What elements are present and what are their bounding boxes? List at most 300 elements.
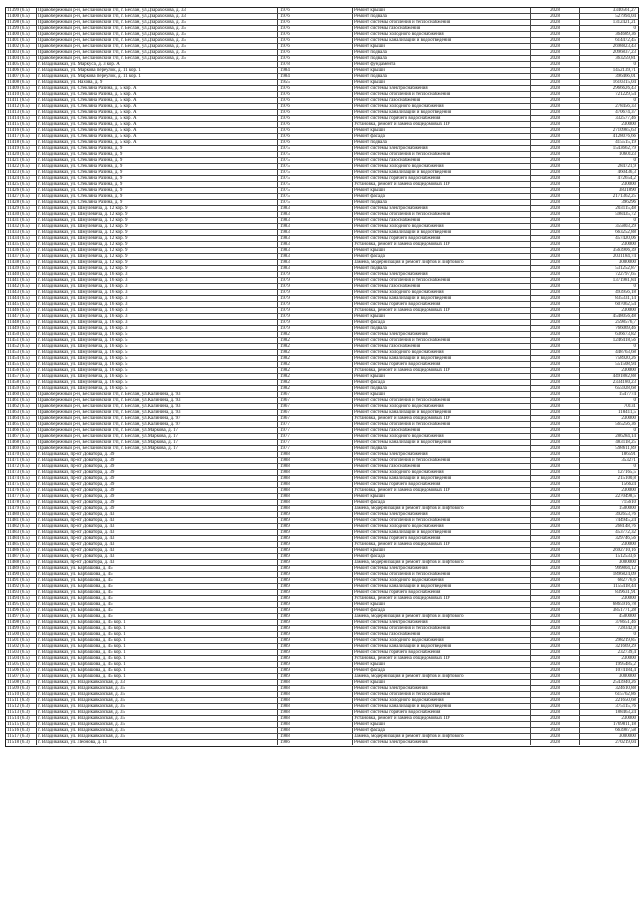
cost-cell: 1896824,09 [612,572,636,577]
planned-year-cell: 2028 [531,44,580,49]
build-year-cell: 1989 [278,632,353,637]
address-cell: г. Владикавказ, ул. Владикавказская, д. 35 [37,716,278,721]
work-type-cell: Ремонт системы электроснабжения [353,146,531,151]
build-year-cell: 1977 [278,440,353,445]
cost-cell: 203115,48 [615,206,636,211]
address-cell: г. Владикавказ, ул. Шмулевича, д. 12 кор. 9 [37,212,278,217]
build-year-cell: 1976 [278,26,353,31]
work-type-cell: Ремонт системы канализации и водоотведения [353,38,531,43]
build-year-cell: 1988 [278,704,353,709]
work-type-cell: Ремонт системы холодного водоснабжения [353,698,531,703]
address-cell: г. Владикавказ, ул. Владикавказская, д. 35 [37,728,278,733]
address-cell: г. Владикавказ, ул. Владикавказская, д. 35 [37,722,278,727]
planned-year-cell: 2028 [531,422,580,427]
build-year-cell: 1989 [278,650,353,655]
planned-year-cell: 2028 [531,128,580,133]
cost-cell: 230000 [621,182,636,187]
planned-year-cell: 2028 [531,416,580,421]
build-year-cell: 1979 [278,290,353,295]
address-cell: г. Владикавказ, пр-кт Доватора, д. 43 [37,530,278,535]
planned-year-cell: 2028 [531,572,580,577]
build-year-cell: 1967 [278,410,353,415]
build-year-cell: 1989 [278,590,353,595]
address-cell: Правобережный р-н, Беслановский г/п, г. Беслан, ул.Калинина, д. 93 [37,404,278,409]
planned-year-cell: 2028 [531,56,580,61]
address-cell: г. Владикавказ, ул. Барбашова, д. 45 кор. 1 [37,668,278,673]
cost-cell: 230000 [621,488,636,493]
address-cell: г. Владикавказ, ул. Шмулевича, д. 16 кор. 5 [37,356,278,361]
record-number-cell: 11428 (6.5) [6,200,37,205]
address-cell: г. Владикавказ, ул. Шмулевича, д. 12 кор. 9 [37,242,278,247]
planned-year-cell: 2028 [531,206,580,211]
record-number-cell: 11460 (6.5) [6,392,37,397]
cost-cell: 2710985,63 [612,128,636,133]
work-type-cell: Ремонт фасада [353,608,531,613]
work-type-cell: Ремонт подвала [353,56,531,61]
record-number-cell: 11451 (6.5) [6,338,37,343]
work-type-cell: Ремонт подвала [353,386,531,391]
work-type-cell: Ремонт крыши [353,722,531,727]
record-number-cell: 11421 (6.5) [6,158,37,163]
cost-cell: 598611,89 [615,446,636,451]
build-year-cell: 1975 [278,158,353,163]
record-number-cell: 11508 (6.3) [6,680,37,685]
address-cell: Правобережный р-н, Беслановский г/п, г. Беслан, ул.Дзарахохова, д. 35 [37,20,278,25]
planned-year-cell: 2028 [531,680,580,685]
build-year-cell: 1989 [278,524,353,529]
build-year-cell: 1983 [278,212,353,217]
build-year-cell: 1976 [278,110,353,115]
address-cell: г. Владикавказ, ул. Шмулевича, д. 12 кор. 9 [37,230,278,235]
planned-year-cell: 2028 [531,554,580,559]
planned-year-cell: 2028 [531,434,580,439]
work-type-cell: Ремонт крыши [353,188,531,193]
planned-year-cell: 2028 [531,344,580,349]
work-type-cell: Ремонт системы отопления и теплоснабжения [353,626,531,631]
record-number-cell: 11447 (6.5) [6,314,37,319]
build-year-cell: 1967 [278,398,353,403]
planned-year-cell: 2028 [531,638,580,643]
cost-cell: 3563906,39 [612,248,636,253]
address-cell: г. Владикавказ, ул. Шмулевича, д. 16 кор. 3 [37,284,278,289]
address-cell: г. Владикавказ, ул. Барбашова, д. 45 кор. 1 [37,674,278,679]
address-cell: г. Владикавказ, ул. Шмулевича, д. 16 кор. 3 [37,326,278,331]
record-number-cell: 11434 (6.5) [6,236,37,241]
address-cell: Правобережный р-н, Беслановский г/п, г. Беслан, ул.Калинина, д. 93 [37,392,278,397]
cost-cell: 483118,25 [615,440,636,445]
planned-year-cell: 2028 [531,542,580,547]
record-number-cell: 11504 (6.5) [6,656,37,661]
cost-cell: 3000000 [618,734,636,739]
planned-year-cell: 2028 [531,260,580,265]
record-number-cell: 11427 (6.5) [6,194,37,199]
address-cell: г. Владикавказ, ул. Шмулевича, д. 16 кор. 5 [37,380,278,385]
build-year-cell: 1975 [278,182,353,187]
address-cell: г. Владикавказ, ул. Стекляна Разина, д. 5 кор. А [37,134,278,139]
cost-cell: 2334180,23 [612,380,636,385]
planned-year-cell: 2028 [531,332,580,337]
address-cell: Правобережный р-н, Беслановский г/п, г. Беслан, ул.Дзарахохова, д. 33 [37,8,278,13]
work-type-cell: Ремонт крыши [353,680,531,685]
planned-year-cell: 2028 [531,74,580,79]
build-year-cell: 1983 [278,254,353,259]
record-number-cell: 11491 (6.5) [6,578,37,583]
planned-year-cell: 2028 [531,560,580,565]
build-year-cell: 1976 [278,8,353,13]
build-year-cell: 1988 [278,716,353,721]
record-number-cell: 11433 (6.5) [6,230,37,235]
address-cell: г. Владикавказ, ул. Барбашова, д. 45 [37,572,278,577]
planned-year-cell: 2028 [531,458,580,463]
record-number-cell: 11403 (6.5) [6,50,37,55]
build-year-cell: 1955 [278,80,353,85]
planned-year-cell: 2028 [531,86,580,91]
work-type-cell: Ремонт системы холодного водоснабжения [353,434,531,439]
work-type-cell: Ремонт системы холодного водоснабжения [353,350,531,355]
planned-year-cell: 2028 [531,410,580,415]
cost-cell: 1547774 [618,392,636,397]
work-type-cell: Ремонт системы отопления и теплоснабжения [353,152,531,157]
address-cell: г. Владикавказ, ул. Стекляна Разина, д. 9 [37,194,278,199]
planned-year-cell: 2028 [531,692,580,697]
build-year-cell: 1976 [278,86,353,91]
work-type-cell: Ремонт системы канализации и водоотведения [353,644,531,649]
work-type-cell: Ремонт системы горячего водоснабжения [353,650,531,655]
address-cell: г. Владикавказ, ул. Стекляна Разина, д. 5 кор. А [37,140,278,145]
record-number-cell: 11457 (6.5) [6,374,37,379]
record-number-cell: 11426 (6.5) [6,188,37,193]
planned-year-cell: 2028 [531,596,580,601]
build-year-cell: 1982 [278,386,353,391]
planned-year-cell: 2028 [531,116,580,121]
planned-year-cell: 2028 [531,404,580,409]
work-type-cell: Ремонт крыши [353,392,531,397]
planned-year-cell: 2028 [531,110,580,115]
record-number-cell: 11423 (6.5) [6,170,37,175]
planned-year-cell: 2028 [531,710,580,715]
planned-year-cell: 2028 [531,50,580,55]
address-cell: г. Владикавказ, пр-кт Доватора, д. 43 [37,524,278,529]
cost-cell: 324610,88 [615,686,636,691]
address-cell: г. Владикавказ, ул. Шмулевича, д. 16 кор. 5 [37,374,278,379]
work-type-cell: Ремонт системы горячего водоснабжения [353,176,531,181]
build-year-cell: 1976 [278,98,353,103]
work-type-cell: Ремонт системы холодного водоснабжения [353,164,531,169]
cost-cell: 835331,14 [615,296,636,301]
cost-cell: 230000 [621,242,636,247]
record-number-cell: 11402 (6.5) [6,44,37,49]
cost-cell: 614472,45 [615,38,636,43]
cost-cell: 663252,88 [615,230,636,235]
cost-cell: 332577,46 [615,116,636,121]
build-year-cell: 1989 [278,554,353,559]
planned-year-cell: 2028 [531,314,580,319]
cost-cell: 0 [633,428,636,433]
record-number-cell: 11413 (6.5) [6,110,37,115]
build-year-cell: 1984 [278,74,353,79]
record-number-cell: 11476 (6.5) [6,488,37,493]
build-year-cell: 1988 [278,728,353,733]
address-cell: г. Владикавказ, ул. Маркуса, д. 3 кор. А [37,62,278,67]
work-type-cell: Ремонт системы канализации и водоотведения [353,476,531,481]
work-type-cell: Ремонт системы газоснабжения [353,464,531,469]
work-type-cell: Ремонт системы отопления и теплоснабжения [353,692,531,697]
cost-cell: 728342,8 [617,626,636,631]
cost-cell: 1769811,18 [612,722,636,727]
planned-year-cell: 2028 [531,272,580,277]
work-type-cell: Ремонт крыши [353,314,531,319]
work-type-cell: Ремонт системы канализации и водоотведения [353,440,531,445]
cost-cell: 321669,29 [615,644,636,649]
record-number-cell: 11412 (6.5) [6,104,37,109]
planned-year-cell: 2028 [531,500,580,505]
work-type-cell: Ремонт системы отопления и теплоснабжения [353,458,531,463]
cost-cell: 1543662,79 [612,146,636,151]
address-cell: Правобережный р-н, Беслановский г/п, г. Беслан, ул.Дзарахохова, д. 35 [37,56,278,61]
planned-year-cell: 2028 [531,122,580,127]
record-number-cell: 11452 (6.5) [6,344,37,349]
work-type-cell: Ремонт системы горячего водоснабжения [353,236,531,241]
address-cell: г. Владикавказ, ул. Шмулевича, д. 12 кор. 9 [37,218,278,223]
cost-cell: 1155418,44 [612,584,636,589]
record-number-cell: 11442 (6.5) [6,284,37,289]
address-cell: г. Владикавказ, ул. Шмулевича, д. 16 кор. 5 [37,338,278,343]
address-cell: г. Владикавказ, пр-кт Доватора, д. 43 [37,542,278,547]
cost-cell: 655928,68 [615,386,636,391]
planned-year-cell: 2028 [531,224,580,229]
planned-year-cell: 2028 [531,194,580,199]
address-cell: г. Владикавказ, ул. Стекляна Разина, д. 9 [37,182,278,187]
work-type-cell: Ремонт фундамента [353,62,531,67]
build-year-cell: 1988 [278,458,353,463]
address-cell: г. Владикавказ, ул. Шмулевича, д. 12 кор. 9 [37,224,278,229]
build-year-cell: 1988 [278,470,353,475]
address-cell: г. Владикавказ, ул. Шмулевича, д. 16 кор. 3 [37,290,278,295]
planned-year-cell: 2028 [531,140,580,145]
build-year-cell: 1979 [278,326,353,331]
record-number-cell: 11429 (6.5) [6,206,37,211]
planned-year-cell: 2028 [531,686,580,691]
cost-cell: 457420,06 [615,236,636,241]
address-cell: г. Владикавказ, ул. Шмулевича, д. 16 кор. 5 [37,344,278,349]
record-number-cell: 11449 (6.5) [6,326,37,331]
address-cell: г. Владикавказ, ул. Шмулевича, д. 12 кор. 9 [37,254,278,259]
record-number-cell: 11414 (6.5) [6,116,37,121]
work-type-cell: Ремонт системы холодного водоснабжения [353,32,531,37]
planned-year-cell: 2028 [531,512,580,517]
address-cell: г. Владикавказ, ул. Барбашова, д. 45 [37,602,278,607]
address-cell: г. Владикавказ, ул. Барбашова, д. 45 кор. 1 [37,638,278,643]
build-year-cell: 1989 [278,674,353,679]
cost-cell: 721229,54 [615,92,636,97]
build-year-cell: 1983 [278,230,353,235]
address-cell: г. Владикавказ, ул. Шмулевича, д. 16 кор. 3 [37,308,278,313]
record-number-cell: 11489 (6.5) [6,566,37,571]
record-number-cell: 11420 (6.5) [6,152,37,157]
work-type-cell: Ремонт крыши [353,494,531,499]
build-year-cell: 1977 [278,428,353,433]
record-number-cell: 11438 (6.5) [6,260,37,265]
planned-year-cell: 2028 [531,566,580,571]
planned-year-cell: 2028 [531,590,580,595]
record-number-cell: 11446 (6.5) [6,308,37,313]
cost-cell: 0 [633,398,636,403]
work-type-cell: Ремонт фасада [353,134,531,139]
address-cell: г. Владикавказ, ул. Шмулевича, д. 16 кор. 3 [37,302,278,307]
build-year-cell: 1988 [278,710,353,715]
build-year-cell: 1978 [278,62,353,67]
cost-cell: 1452139,71 [612,68,636,73]
address-cell: Правобережный р-н, Беслановский г/п, г. Беслан, ул.Маркова, д. 17 [37,440,278,445]
build-year-cell: 1989 [278,626,353,631]
cost-cell: 527994,04 [615,14,636,19]
address-cell: г. Владикавказ, ул. Владикавказская, д. 35 [37,710,278,715]
record-number-cell: 11445 (6.5) [6,302,37,307]
record-number-cell: 11399 (6.5) [6,8,37,13]
work-type-cell: Ремонт системы отопления и теплоснабжения [353,212,531,217]
work-type-cell: Установка, ремонт и замена общедомовых ПУ [353,122,531,127]
work-type-cell: Ремонт системы газоснабжения [353,632,531,637]
planned-year-cell: 2028 [531,470,580,475]
build-year-cell: 1982 [278,362,353,367]
record-number-cell: 11458 (6.5) [6,380,37,385]
work-type-cell: Ремонт системы канализации и водоотведения [353,110,531,115]
cost-cell: 186591 [621,452,636,457]
cost-cell: 3000000 [618,260,636,265]
work-type-cell: Ремонт системы горячего водоснабжения [353,482,531,487]
address-cell: г. Владикавказ, ул. Стекляна Разина, д. 9 [37,170,278,175]
work-type-cell: Ремонт системы горячего водоснабжения [353,590,531,595]
record-number-cell: 11475 (6.5) [6,482,37,487]
build-year-cell: 1979 [278,296,353,301]
record-number-cell: 11455 (6.5) [6,362,37,367]
planned-year-cell: 2028 [531,80,580,85]
address-cell: Правобережный р-н, Беслановский г/п, г. Беслан, ул.Дзарахохова, д. 35 [37,50,278,55]
planned-year-cell: 2028 [531,398,580,403]
build-year-cell: 1976 [278,38,353,43]
build-year-cell: 1975 [278,188,353,193]
address-cell: г. Владикавказ, пр-кт Доватора, д. 43 [37,560,278,565]
planned-year-cell: 2028 [531,32,580,37]
build-year-cell: 1988 [278,686,353,691]
planned-year-cell: 2028 [531,308,580,313]
planned-year-cell: 2028 [531,176,580,181]
work-type-cell: Ремонт фасада [353,254,531,259]
work-type-cell: Ремонт крыши [353,602,531,607]
work-type-cell: Ремонт крыши [353,80,531,85]
build-year-cell: 1979 [278,278,353,283]
planned-year-cell: 2028 [531,476,580,481]
record-number-cell: 11517 (6.3) [6,734,37,739]
record-number-cell: 11506 (6.5) [6,668,37,673]
planned-year-cell: 2028 [531,386,580,391]
work-type-cell: Ремонт фасада [353,728,531,733]
planned-year-cell: 2028 [531,608,580,613]
record-number-cell: 11408 (6.5) [6,80,37,85]
cost-cell: 682776,6 [617,578,636,583]
address-cell: г. Владикавказ, ул. Стекляна Разина, д. 9 [37,146,278,151]
cost-cell: 230000 [621,122,636,127]
cost-cell: 221650,68 [615,698,636,703]
record-number-cell: 11464 (6.5) [6,416,37,421]
cost-cell: 2543940,26 [612,680,636,685]
cost-cell: 0 [633,62,636,67]
address-cell: г. Владикавказ, пр-кт Доватора, д. 39 [37,470,278,475]
record-number-cell: 11481 (6.5) [6,518,37,523]
record-number-cell: 11477 (6.5) [6,494,37,499]
build-year-cell: 1983 [278,224,353,229]
address-cell: г. Владикавказ, ул. Барбашова, д. 45 кор. 1 [37,656,278,661]
cost-cell: 375115,76 [615,704,636,709]
cost-cell: 298219,85 [615,638,636,643]
record-number-cell: 11486 (6.5) [6,548,37,553]
build-year-cell: 1977 [278,434,353,439]
cost-cell: 598435,72 [615,212,636,217]
planned-year-cell: 2028 [531,134,580,139]
planned-year-cell: 2028 [531,446,580,451]
cost-cell: 744945,24 [615,518,636,523]
address-cell: г. Владикавказ, пр-кт Доватора, д. 39 [37,506,278,511]
cost-cell: 230000 [621,308,636,313]
table-row [6,740,638,746]
build-year-cell: 1979 [278,314,353,319]
build-year-cell: 1979 [278,320,353,325]
cost-cell: 355803,29 [615,224,636,229]
work-type-cell: Ремонт системы газоснабжения [353,428,531,433]
build-year-cell: 1989 [278,548,353,553]
address-cell: г. Владикавказ, пр-кт Доватора, д. 39 [37,458,278,463]
build-year-cell: 1976 [278,32,353,37]
work-type-cell: Ремонт фасада [353,320,531,325]
address-cell: г. Владикавказ, ул. Барбашова, д. 45 кор. 1 [37,650,278,655]
planned-year-cell: 2028 [531,62,580,67]
record-number-cell: 11432 (6.5) [6,224,37,229]
address-cell: г. Владикавказ, пр-кт Доватора, д. 39 [37,476,278,481]
build-year-cell: 1989 [278,614,353,619]
build-year-cell: 1982 [278,374,353,379]
record-number-cell: 11463 (6.5) [6,410,37,415]
work-type-cell: Ремонт подвала [353,326,531,331]
cost-cell: 2096837,23 [612,50,636,55]
work-type-cell: Ремонт системы электроснабжения [353,512,531,517]
planned-year-cell: 2028 [531,524,580,529]
build-year-cell: 1989 [278,566,353,571]
address-cell: г. Владикавказ, ул. Стекляна Разина, д. 5 кор. А [37,92,278,97]
build-year-cell: 1982 [278,338,353,343]
planned-year-cell: 2028 [531,716,580,721]
cost-cell: 364689,36 [615,32,636,37]
cost-cell: 1246418,56 [612,338,636,343]
record-number-cell: 11401 (6.5) [6,38,37,43]
build-year-cell: 1982 [278,350,353,355]
record-number-cell: 11473 (6.5) [6,470,37,475]
build-year-cell: 1967 [278,404,353,409]
address-cell: г. Владикавказ, ул. Барбашова, д. 45 [37,614,278,619]
cost-cell: 460436,3 [617,170,636,175]
planned-year-cell: 2028 [531,392,580,397]
build-year-cell: 1976 [278,128,353,133]
work-type-cell: Ремонт системы канализации и водоотведения [353,530,531,535]
build-year-cell: 1976 [278,122,353,127]
cost-cell: 1512533,6 [615,554,636,559]
planned-year-cell: 2028 [531,278,580,283]
work-type-cell: Установка, ремонт и замена общедомовых ПУ [353,542,531,547]
work-type-cell: Ремонт системы электроснабжения [353,86,531,91]
address-cell: Правобережный р-н, Беслановский г/п, г. Беслан, ул.Калинина, д. 97 [37,422,278,427]
record-number-cell: 11430 (6.5) [6,212,37,217]
work-type-cell: Ремонт фасада [353,380,531,385]
address-cell: г. Владикавказ, ул. Стекляна Разина, д. 9 [37,188,278,193]
